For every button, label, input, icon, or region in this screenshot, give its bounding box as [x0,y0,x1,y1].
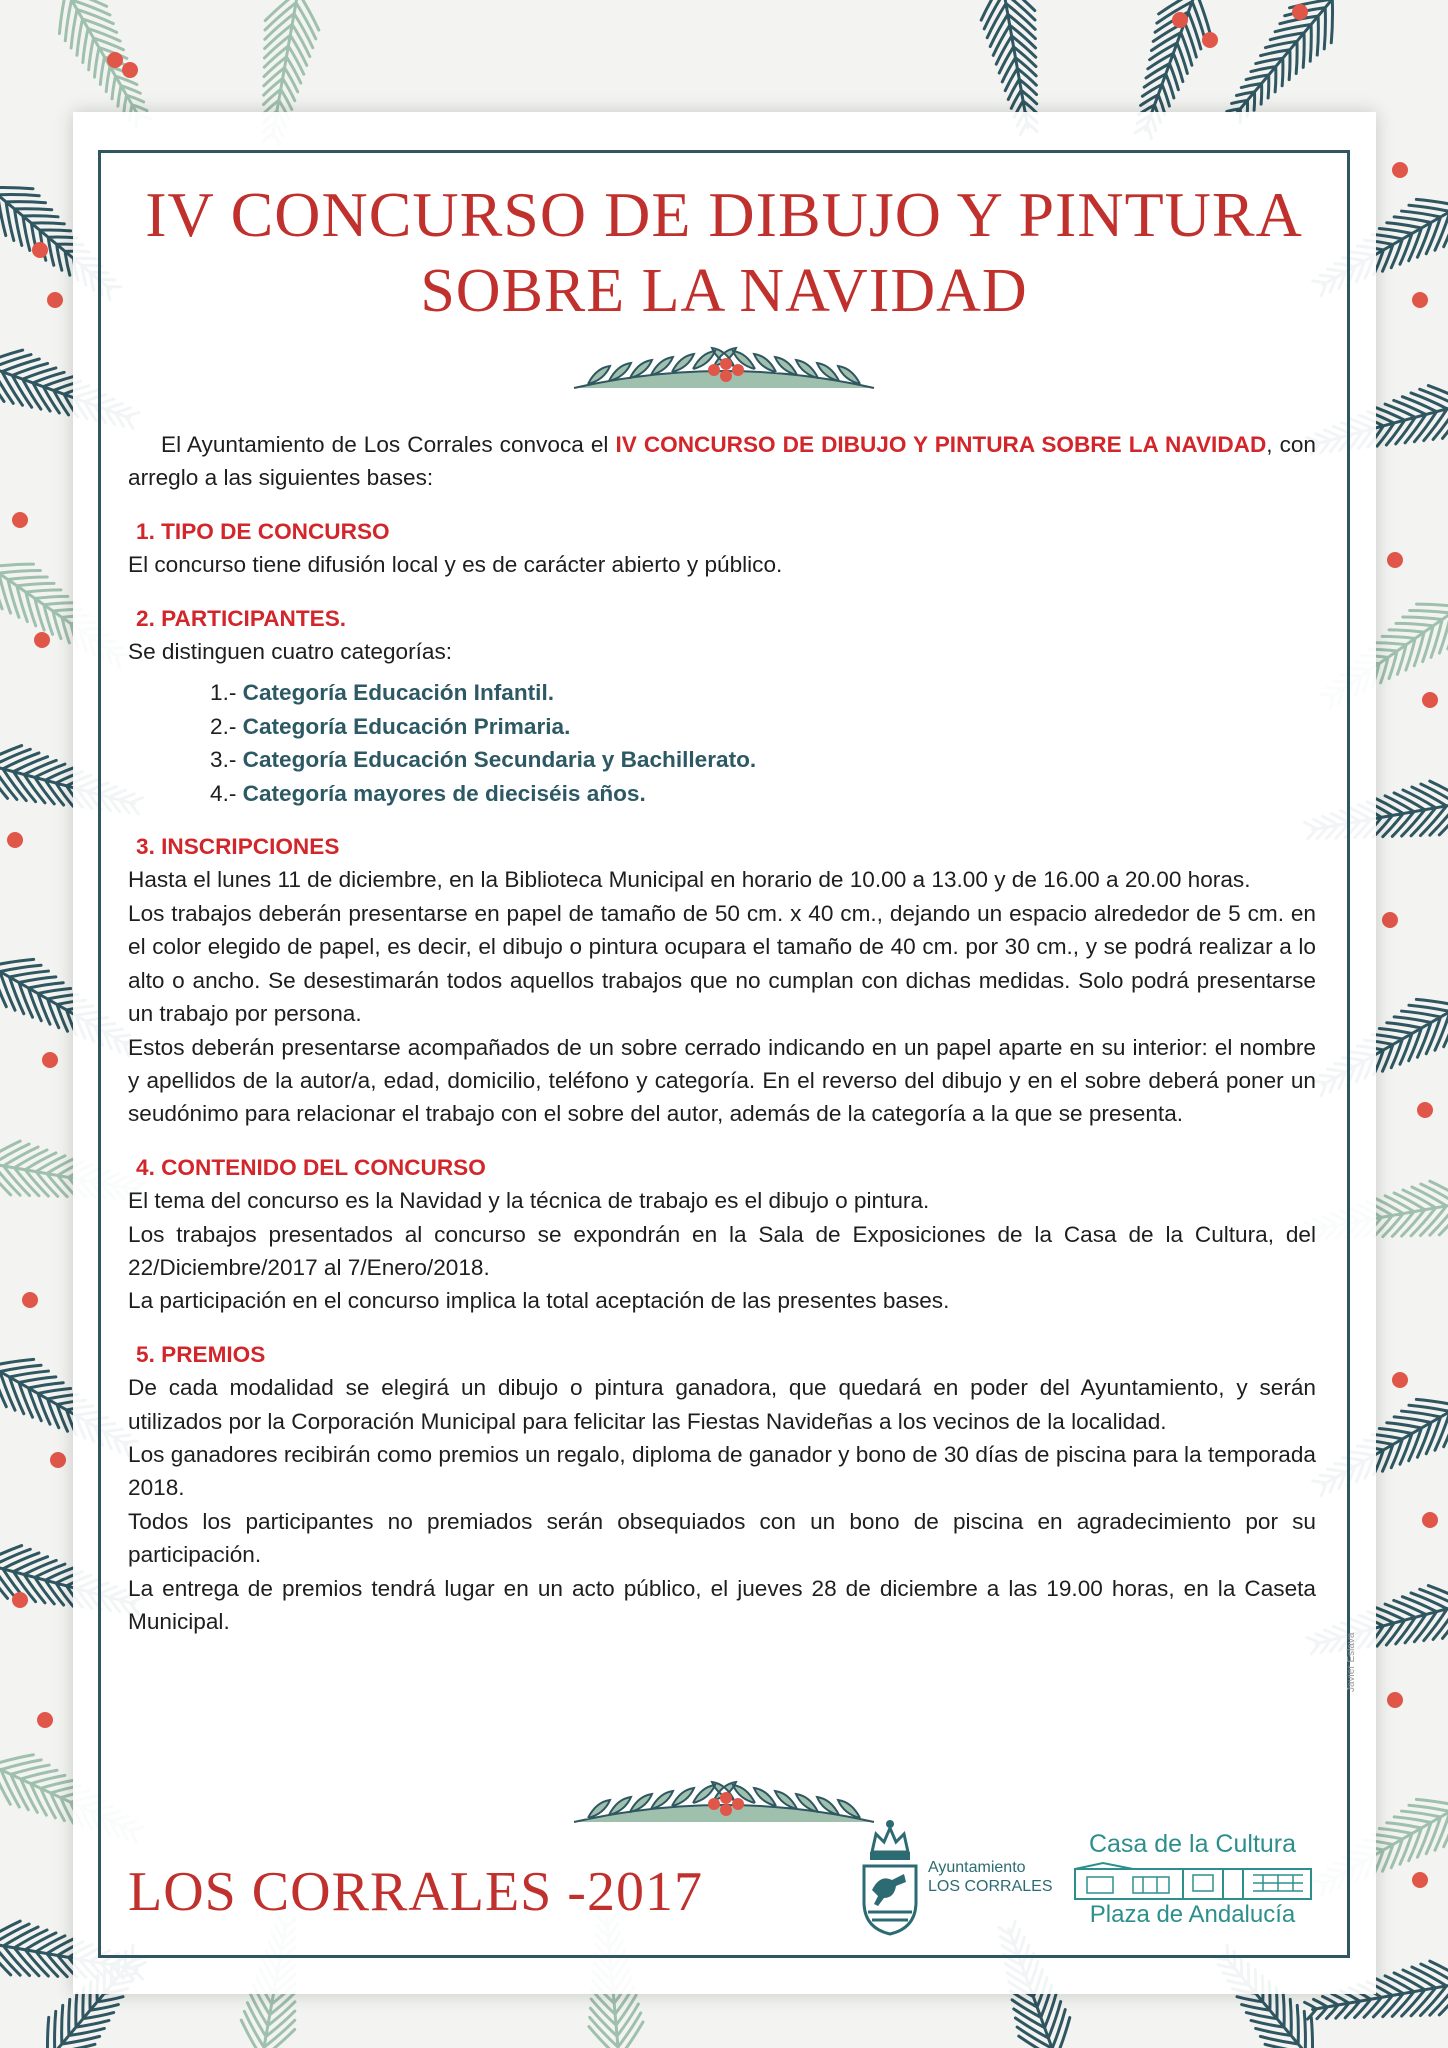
category-number: 3.- [210,747,243,773]
category-item [210,710,1316,743]
ayuntamiento-label: Ayuntamiento [928,1859,1026,1876]
paragraph: Los trabajos presentados al concurso se expondrán en la Sala de Exposiciones de la Casa de la Cultura, del 22/Diciembre/2017 al 7/Enero/2018. [128,1221,1316,1280]
category-label: Categoría Educación Infantil. [242,680,554,706]
category-number: 4.- [210,780,243,806]
intro-text: El Ayuntamiento de Los Corrales convoca el [161,432,616,457]
berry-icon [12,512,28,528]
paragraph: La participación en el concurso implica la total aceptación de las presentes bases. [128,1288,950,1314]
section-tipo [128,515,1316,582]
category-number: 2.- [210,713,243,739]
berry-icon [1422,692,1438,708]
berry-icon [1392,1372,1408,1388]
berry-icon [107,52,123,68]
berry-icon [1202,32,1218,48]
footer-title: LOS CORRALES -2017 [128,1861,703,1923]
berry-icon [12,1592,28,1608]
holly-sprig-icon [566,1770,882,1840]
berry-icon [122,62,138,78]
casa-cultura-logo [1070,1830,1315,1929]
category-item [210,777,1316,810]
ayuntamiento-logo-text [928,1858,1052,1896]
section-heading: 5. PREMIOS [136,1341,266,1367]
title-line-1: IV CONCURSO DE DIBUJO Y PINTURA [145,179,1303,250]
category-label: Categoría mayores de dieciséis años. [242,780,646,806]
category-label: Categoría Educación Secundaria y Bachillerato. [242,747,757,773]
paragraph: El tema del concurso es la Navidad y la técnica de trabajo es el dibujo o pintura. [128,1188,930,1214]
section-heading: 3. INSCRIPCIONES [136,834,340,860]
section-heading: 4. CONTENIDO DEL CONCURSO [136,1154,486,1180]
ayuntamiento-name: LOS CORRALES [928,1878,1053,1895]
holly-sprig-icon [566,336,882,406]
berry-icon [34,632,50,648]
title-line-2: SOBRE LA NAVIDAD [420,257,1028,325]
paragraph: Hasta el lunes 11 de diciembre, en la Biblioteca Municipal en horario de 10.00 a 13.00 y de 16.00 a 20.00 horas. [128,867,1251,893]
section-participantes [128,602,1316,810]
casa-cultura-address: Plaza de Andalucía [1089,1901,1296,1928]
coat-of-arms-icon [858,1812,922,1936]
berry-icon [1422,1512,1438,1528]
category-label: Categoría Educación Primaria. [242,713,571,739]
berry-icon [1172,12,1188,28]
berry-icon [1387,552,1403,568]
category-item [210,743,1316,776]
intro-paragraph [128,428,1316,495]
berry-icon [1387,1692,1403,1708]
berry-icon [1382,912,1398,928]
section-inscripciones [128,830,1316,1131]
berry-icon [1292,4,1308,20]
category-list [210,676,1316,810]
paragraph: Estos deberán presentarse acompañados de un sobre cerrado indicando en un papel aparte en su interior: el nombre y apellidos de la autor/a, edad, domicilio, teléfono y categoría. En el reverso del dibujo y en el sobre deberá poner un seudónimo para relacionar el trabajo con el sobre del autor, además de la categoría a la que se presenta. [128,1034,1316,1127]
berry-icon [22,1292,38,1308]
berry-icon [1412,292,1428,308]
berry-icon [7,832,23,848]
berry-icon [47,292,63,308]
intro-text-end: , con arreglo a las siguientes bases: [128,432,1316,491]
berry-icon [1412,1872,1428,1888]
building-icon [1073,1861,1313,1901]
section-heading: 2. PARTICIPANTES. [136,605,347,631]
section-premios [128,1338,1316,1639]
berry-icon [50,1452,66,1468]
casa-cultura-title: Casa de la Cultura [1088,1830,1297,1858]
category-number: 1.- [210,680,243,706]
paragraph: Se distinguen cuatro categorías: [128,639,453,665]
paragraph: Todos los participantes no premiados serán obsequiados con un bono de piscina en agradecimiento por su participación. [128,1508,1316,1568]
paragraph: Los ganadores recibirán como premios un regalo, diploma de ganador y bono de 30 días de piscina para la temporada 2018. [128,1441,1316,1501]
section-contenido [128,1151,1316,1318]
paragraph: De cada modalidad se elegirá un dibujo o pintura ganadora, que quedará en poder del Ayuntamiento, y serán utilizados por la Corporación Municipal para felicitar las Fiestas Navideñas a los vecinos de la localidad. [128,1375,1316,1434]
section-heading: 1. TIPO DE CONCURSO [136,518,390,544]
paragraph: Los trabajos deberán presentarse en papel de tamaño de 50 cm. x 40 cm., dejando un espacio alrededor de 5 cm. en el color elegido de papel, es decir, el dibujo o pintura ocupara el tamaño de 40 cm. por 30 cm., y se podrá realizar a lo alto o ancho. Se desestimarán todos aquellos trabajos que no cumplan con dichas medidas. Solo podrá presentarse un trabajo por persona. [128,900,1316,1027]
berry-icon [37,1712,53,1728]
author-credit: Javier Eslava [1346,1632,1357,1692]
category-item [210,676,1316,709]
berry-icon [1392,162,1408,178]
berry-icon [32,242,48,258]
berry-icon [1417,1102,1433,1118]
document-body [128,428,1316,1638]
berry-icon [42,1052,58,1068]
intro-highlight: IV CONCURSO DE DIBUJO Y PINTURA SOBRE LA NAVIDAD [615,432,1267,457]
paragraph: El concurso tiene difusión local y es de carácter abierto y público. [128,552,783,578]
paragraph: La entrega de premios tendrá lugar en un acto público, el jueves 28 de diciembre a las 19.00 horas, en la Caseta Municipal. [128,1575,1316,1634]
